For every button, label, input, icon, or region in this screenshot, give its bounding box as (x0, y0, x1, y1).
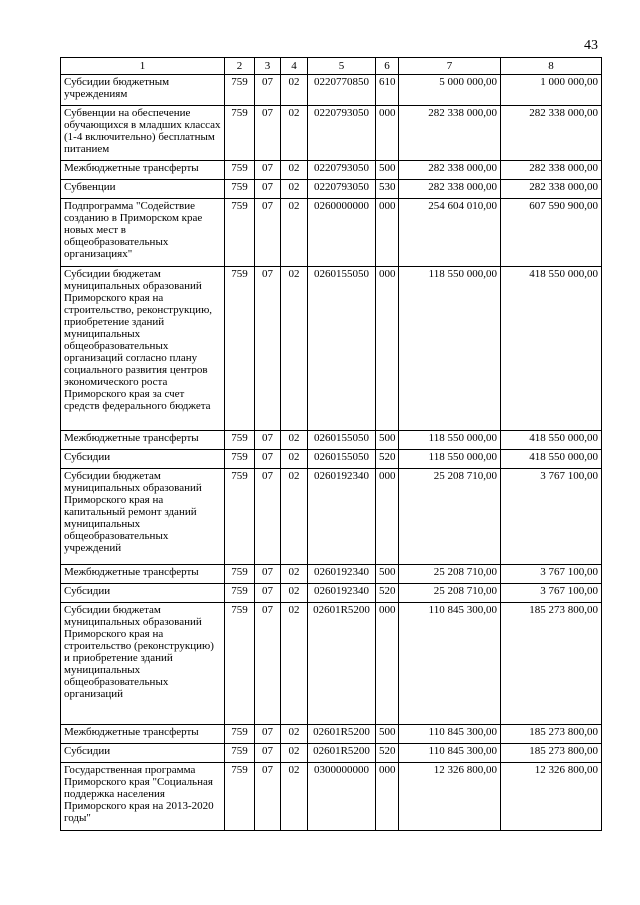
column-header: 8 (501, 58, 602, 75)
row-col-4: 02 (281, 267, 308, 431)
row-col-4: 02 (281, 199, 308, 267)
row-col-5: 0260155050 (308, 450, 376, 469)
row-col-5: 0220770850 (308, 75, 376, 106)
row-amount-7: 282 338 000,00 (399, 180, 501, 199)
row-col-5: 02601R5200 (308, 603, 376, 725)
row-col-5: 02601R5200 (308, 725, 376, 744)
row-col-4: 02 (281, 763, 308, 831)
row-amount-8: 185 273 800,00 (501, 725, 602, 744)
row-col-6: 500 (376, 565, 399, 584)
table-row (61, 267, 602, 431)
row-col-2: 759 (225, 763, 255, 831)
row-amount-7: 12 326 800,00 (399, 763, 501, 831)
row-col-6: 500 (376, 161, 399, 180)
row-col-2: 759 (225, 744, 255, 763)
row-col-5: 0260155050 (308, 267, 376, 431)
row-col-3: 07 (255, 469, 281, 565)
row-col-6: 000 (376, 106, 399, 161)
row-col-5: 0260155050 (308, 431, 376, 450)
row-col-3: 07 (255, 725, 281, 744)
row-col-6: 000 (376, 469, 399, 565)
budget-table (60, 57, 602, 831)
table-row (61, 584, 602, 603)
column-header: 4 (281, 58, 308, 75)
row-col-6: 520 (376, 584, 399, 603)
row-col-6: 610 (376, 75, 399, 106)
row-col-2: 759 (225, 75, 255, 106)
header-row (61, 58, 602, 75)
page-number: 43 (584, 38, 598, 53)
row-col-3: 07 (255, 565, 281, 584)
row-col-2: 759 (225, 565, 255, 584)
row-amount-7: 110 845 300,00 (399, 603, 501, 725)
row-name: Субвенции на обеспечение обучающихся в младших классах (1-4 включительно) бесплатным питанием (61, 106, 225, 161)
row-col-4: 02 (281, 565, 308, 584)
row-amount-7: 282 338 000,00 (399, 106, 501, 161)
row-name: Субсидии (61, 744, 225, 763)
row-amount-8: 418 550 000,00 (501, 431, 602, 450)
table-row (61, 161, 602, 180)
row-col-4: 02 (281, 106, 308, 161)
row-name: Межбюджетные трансферты (61, 725, 225, 744)
row-col-6: 500 (376, 431, 399, 450)
row-col-2: 759 (225, 431, 255, 450)
row-col-3: 07 (255, 75, 281, 106)
table-row (61, 469, 602, 565)
column-header: 3 (255, 58, 281, 75)
row-col-5: 0260192340 (308, 584, 376, 603)
row-col-5: 0260192340 (308, 469, 376, 565)
row-col-3: 07 (255, 161, 281, 180)
table-row (61, 431, 602, 450)
row-col-4: 02 (281, 603, 308, 725)
row-amount-8: 418 550 000,00 (501, 267, 602, 431)
row-amount-7: 25 208 710,00 (399, 584, 501, 603)
row-name: Субсидии (61, 450, 225, 469)
row-amount-7: 110 845 300,00 (399, 725, 501, 744)
row-amount-7: 25 208 710,00 (399, 565, 501, 584)
row-col-6: 000 (376, 763, 399, 831)
row-name: Межбюджетные трансферты (61, 565, 225, 584)
column-header: 5 (308, 58, 376, 75)
table-row (61, 180, 602, 199)
row-name: Субсидии бюджетам муниципальных образований Приморского края на капитальный ремонт зданий муниципальных общеобразовательных учреждений (61, 469, 225, 565)
row-col-3: 07 (255, 431, 281, 450)
row-amount-7: 5 000 000,00 (399, 75, 501, 106)
row-col-3: 07 (255, 744, 281, 763)
row-col-2: 759 (225, 106, 255, 161)
table-row (61, 106, 602, 161)
row-col-6: 000 (376, 267, 399, 431)
row-amount-7: 118 550 000,00 (399, 267, 501, 431)
row-col-4: 02 (281, 450, 308, 469)
row-col-6: 000 (376, 199, 399, 267)
row-name: Субсидии бюджетам муниципальных образований Приморского края на строительство (реконструкцию) и приобретение зданий муниципальных общеобразовательных организаций (61, 603, 225, 725)
row-col-6: 530 (376, 180, 399, 199)
row-col-3: 07 (255, 763, 281, 831)
row-col-5: 0220793050 (308, 106, 376, 161)
row-amount-8: 12 326 800,00 (501, 763, 602, 831)
row-col-2: 759 (225, 161, 255, 180)
row-col-5: 02601R5200 (308, 744, 376, 763)
row-col-2: 759 (225, 584, 255, 603)
row-col-2: 759 (225, 469, 255, 565)
row-col-5: 0220793050 (308, 161, 376, 180)
row-col-4: 02 (281, 75, 308, 106)
row-amount-8: 185 273 800,00 (501, 603, 602, 725)
table-row (61, 199, 602, 267)
row-amount-7: 118 550 000,00 (399, 431, 501, 450)
row-col-2: 759 (225, 199, 255, 267)
row-name: Субсидии бюджетам муниципальных образований Приморского края на строительство, реконструкцию, приобретение зданий муниципальных общеобразовательных организаций согласно плану социального развития центров экономического роста Приморского края за счет средств федерального бюджета (61, 267, 225, 431)
table-row (61, 744, 602, 763)
row-col-3: 07 (255, 199, 281, 267)
row-name: Межбюджетные трансферты (61, 161, 225, 180)
row-col-6: 000 (376, 603, 399, 725)
row-amount-8: 607 590 900,00 (501, 199, 602, 267)
row-col-3: 07 (255, 584, 281, 603)
row-col-6: 520 (376, 450, 399, 469)
row-col-3: 07 (255, 180, 281, 199)
row-col-3: 07 (255, 267, 281, 431)
table-row (61, 75, 602, 106)
table-row (61, 725, 602, 744)
row-col-4: 02 (281, 584, 308, 603)
row-col-4: 02 (281, 161, 308, 180)
row-col-2: 759 (225, 450, 255, 469)
row-col-3: 07 (255, 603, 281, 725)
row-name: Субсидии (61, 584, 225, 603)
row-amount-8: 185 273 800,00 (501, 744, 602, 763)
row-amount-7: 254 604 010,00 (399, 199, 501, 267)
row-col-2: 759 (225, 725, 255, 744)
row-name: Субвенции (61, 180, 225, 199)
table-row (61, 565, 602, 584)
row-col-3: 07 (255, 450, 281, 469)
column-header: 7 (399, 58, 501, 75)
column-header: 2 (225, 58, 255, 75)
row-amount-8: 282 338 000,00 (501, 180, 602, 199)
row-col-4: 02 (281, 180, 308, 199)
row-amount-7: 25 208 710,00 (399, 469, 501, 565)
row-amount-8: 3 767 100,00 (501, 469, 602, 565)
row-col-4: 02 (281, 744, 308, 763)
row-name: Межбюджетные трансферты (61, 431, 225, 450)
row-col-6: 500 (376, 725, 399, 744)
row-col-2: 759 (225, 180, 255, 199)
table-row (61, 763, 602, 831)
row-name: Подпрограмма "Содействие созданию в Приморском крае новых мест в общеобразовательных организациях" (61, 199, 225, 267)
row-name: Субсидии бюджетным учреждениям (61, 75, 225, 106)
row-amount-7: 282 338 000,00 (399, 161, 501, 180)
row-amount-8: 3 767 100,00 (501, 565, 602, 584)
row-col-4: 02 (281, 431, 308, 450)
table-row (61, 450, 602, 469)
row-amount-7: 118 550 000,00 (399, 450, 501, 469)
row-col-5: 0260000000 (308, 199, 376, 267)
row-col-4: 02 (281, 469, 308, 565)
row-col-6: 520 (376, 744, 399, 763)
row-amount-8: 418 550 000,00 (501, 450, 602, 469)
row-col-2: 759 (225, 267, 255, 431)
table-row (61, 603, 602, 725)
column-header: 1 (61, 58, 225, 75)
row-col-3: 07 (255, 106, 281, 161)
row-col-5: 0300000000 (308, 763, 376, 831)
column-header: 6 (376, 58, 399, 75)
row-amount-8: 282 338 000,00 (501, 106, 602, 161)
row-col-5: 0260192340 (308, 565, 376, 584)
row-amount-8: 3 767 100,00 (501, 584, 602, 603)
row-col-5: 0220793050 (308, 180, 376, 199)
row-amount-7: 110 845 300,00 (399, 744, 501, 763)
row-amount-8: 282 338 000,00 (501, 161, 602, 180)
row-col-2: 759 (225, 603, 255, 725)
row-col-4: 02 (281, 725, 308, 744)
row-name: Государственная программа Приморского края "Социальная поддержка населения Приморского края на 2013-2020 годы" (61, 763, 225, 831)
row-amount-8: 1 000 000,00 (501, 75, 602, 106)
